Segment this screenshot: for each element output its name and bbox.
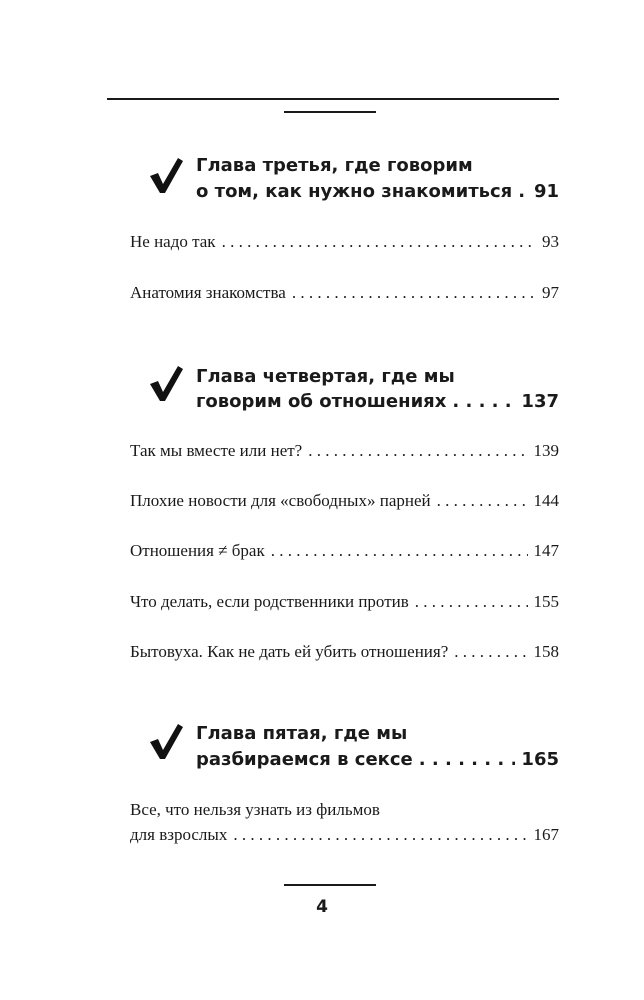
entry-title: Анатомия знакомства <box>130 283 286 302</box>
toc-entry[interactable] <box>130 232 559 252</box>
chapter-4-title-line1: Глава четвертая, где мы <box>196 366 455 387</box>
toc-entry[interactable] <box>130 441 559 461</box>
page-number: 4 <box>316 897 328 917</box>
leader-dots <box>452 391 515 412</box>
footer-rule <box>284 884 376 886</box>
leader-dots <box>454 642 527 662</box>
leader-dots <box>518 181 528 202</box>
checkmark-icon <box>148 364 184 402</box>
entry-page: 93 <box>542 232 559 251</box>
entry-page: 147 <box>533 541 559 560</box>
checkmark-icon <box>148 156 184 194</box>
entry-title: Так мы вместе или нет? <box>130 441 303 460</box>
entry-page: 144 <box>533 491 559 510</box>
entry-page: 158 <box>533 642 559 661</box>
header-rule <box>107 98 559 100</box>
chapter-5-title-line1: Глава пятая, где мы <box>196 723 408 744</box>
entry-page: 167 <box>533 825 559 844</box>
toc-entry[interactable] <box>130 491 559 511</box>
leader-dots <box>222 232 536 252</box>
leader-dots <box>271 541 528 561</box>
leader-dots <box>437 491 528 511</box>
entry-page: 155 <box>533 592 559 611</box>
toc-entry[interactable] <box>130 283 559 303</box>
leader-dots <box>292 283 536 303</box>
chapter-4-title-line2: говорим об отношениях <box>196 391 447 412</box>
entry-page: 139 <box>533 441 559 460</box>
chapter-3-page: 91 <box>533 181 559 202</box>
entry-title-line1: Все, что нельзя узнать из фильмов <box>130 800 380 819</box>
entry-title: Отношения ≠ брак <box>130 541 265 560</box>
entry-title-line2: для взрослых <box>130 825 228 844</box>
leader-dots <box>419 749 516 770</box>
leader-dots <box>308 441 527 461</box>
toc-entry-chapter-3[interactable] <box>196 181 559 202</box>
checkmark-icon <box>148 722 184 760</box>
chapter-3-title-line1: Глава третья, где говорим <box>196 155 473 176</box>
entry-title: Что делать, если родственники против <box>130 592 409 611</box>
chapter-3-title-line2: о том, как нужно знакомиться <box>196 181 513 202</box>
toc-entry[interactable] <box>130 592 559 612</box>
chapter-5-page: 165 <box>521 749 559 770</box>
chapter-5-title-line2: разбираемся в сексе <box>196 749 413 770</box>
toc-entry[interactable] <box>130 642 559 662</box>
leader-dots <box>233 825 527 845</box>
toc-entry[interactable] <box>130 825 559 845</box>
entry-page: 97 <box>542 283 559 302</box>
entry-title: Не надо так <box>130 232 216 251</box>
header-short-rule <box>284 111 376 113</box>
chapter-4-page: 137 <box>521 391 559 412</box>
entry-title: Бытовуха. Как не дать ей убить отношения? <box>130 642 449 661</box>
toc-entry[interactable] <box>130 541 559 561</box>
toc-entry-chapter-5[interactable] <box>196 749 559 770</box>
toc-entry-chapter-4[interactable] <box>196 391 559 412</box>
entry-title: Плохие новости для «свободных» парней <box>130 491 431 510</box>
leader-dots <box>415 592 528 612</box>
